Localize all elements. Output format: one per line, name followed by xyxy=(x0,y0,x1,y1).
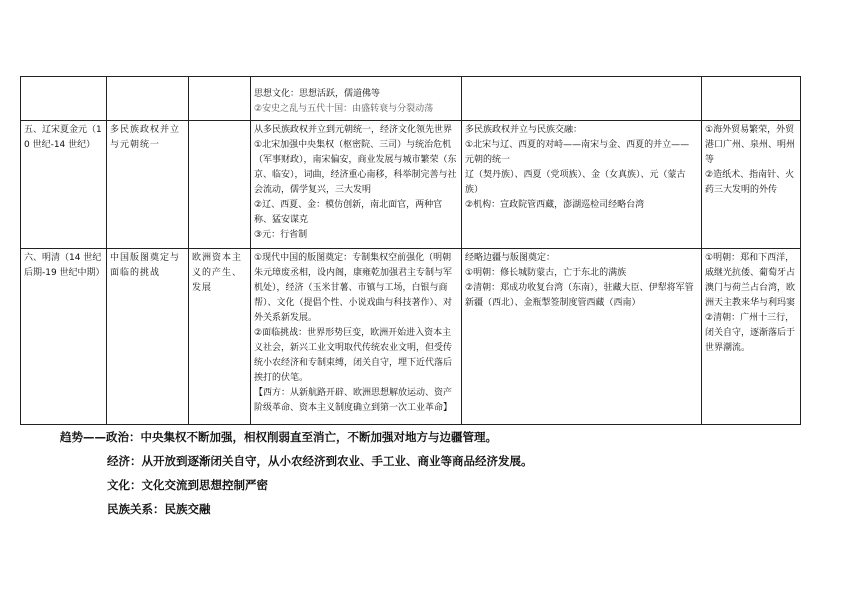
cell-foreign xyxy=(702,121,801,249)
table-row-top xyxy=(21,77,801,121)
theme-label: 多民族政权并立与元朝统一 xyxy=(110,125,181,150)
world-label: 欧洲资本主义的产生、发展 xyxy=(192,253,243,293)
text-line: ①北宋加强中央集权（枢密院、三司）与统治危机（军事财政），南宋偏安，商业发展与城市繁荣（东京、临安），词曲，经济重心南移，科举制完善与社会流动，儒学复兴，三大发明 xyxy=(254,140,457,195)
cell-world xyxy=(189,121,251,249)
table-row-liao-song xyxy=(21,121,801,249)
theme-label: 中国版图奠定与面临的挑战 xyxy=(110,253,181,278)
text-line: ②清朝：广州十三行，闭关自守，逐渐落后于世界潮流。 xyxy=(705,313,796,353)
cell-world xyxy=(189,249,251,425)
cell-theme xyxy=(107,249,189,425)
text-line: ②面临挑战：世界形势巨变，欧洲开始进入资本主义社会，新兴工业文明取代传统农业文明，但受传统小农经济和专制束缚，闭关自守，埋下近代落后挨打的伏笔。 xyxy=(254,328,453,383)
text-line: ①明朝：修长城防蒙古，亡于东北的满族 xyxy=(465,268,627,278)
table-row-ming-qing xyxy=(21,249,801,425)
history-table xyxy=(20,76,801,425)
text-line: ②辽、西夏、金：模仿创新，南北面官，两种官称、猛安谋克 xyxy=(254,200,443,225)
text-line: ①现代中国的版图奠定：专制集权空前强化（明朝朱元璋废丞相，设内阁，康雍乾加强君主专制与军机处），经济（玉米甘薯、市镇与工场，白银与商帮）、文化（提倡个性、小说戏曲与科技著作）、对外关系新发展。 xyxy=(254,253,453,323)
text-line: ②清朝：郑成功收复台湾（东南），驻藏大臣、伊犁将军管新疆（西北）、金瓶掣签制度管西藏（西南） xyxy=(465,283,694,308)
text-line: 【西方：从新航路开辟、欧洲思想解放运动、资产阶级革命、资本主义制度确立到第一次工业革命】 xyxy=(254,388,453,413)
text-line: 多民族政权并立与民族交融： xyxy=(465,125,583,135)
text-line: ②机构：宣政院管西藏，澎湖巡检司经略台湾 xyxy=(465,200,645,210)
summary-economy: 经济：从开放到逐渐闭关自守，从小农经济到农业、手工业、商业等商品经济发展。 xyxy=(107,454,533,468)
text-line: ③元：行省制 xyxy=(254,230,308,240)
text-line: 经略边疆与版图奠定： xyxy=(465,253,556,263)
era-label: 五、辽宋夏金元（10 世纪-14 世纪） xyxy=(24,125,102,150)
cell-foreign-top xyxy=(702,77,801,121)
text-line: ②造纸术、指南针、火药三大发明的外传 xyxy=(705,170,795,195)
summary-ethnic: 民族关系：民族交融 xyxy=(107,502,211,516)
text-line: ②安史之乱与五代十国：由盛转衰与分裂动荡 xyxy=(254,104,434,114)
cell-domestic xyxy=(251,249,462,425)
text-line: ①明朝：郑和下西洋，戚继光抗倭、葡萄牙占澳门与荷兰占台湾，欧洲天主教来华与利玛窦 xyxy=(705,253,796,308)
text-line: 辽（契丹族）、西夏（党项族）、金（女真族）、元（蒙古族） xyxy=(465,170,686,195)
cell-era xyxy=(21,121,107,249)
cell-world-top xyxy=(189,77,251,121)
text-line: 从多民族政权并立到元朝统一，经济文化领先世界 xyxy=(254,125,453,135)
text-line: ①海外贸易繁荣，外贸港口广州、泉州、明州等 xyxy=(705,125,796,165)
cell-era-top xyxy=(21,77,107,121)
text-line: 思想文化：思想活跃，儒道佛等 xyxy=(254,89,381,99)
cell-theme xyxy=(107,121,189,249)
cell-theme-top xyxy=(107,77,189,121)
cell-domestic xyxy=(251,121,462,249)
summary-culture: 文化：文化交流到思想控制严密 xyxy=(107,478,268,492)
cell-frontier xyxy=(462,249,702,425)
summary-politics: 趋势——政治：中央集权不断加强，相权削弱直至消亡，不断加强对地方与边疆管理。 xyxy=(60,430,497,444)
cell-foreign xyxy=(702,249,801,425)
cell-era xyxy=(21,249,107,425)
cell-frontier xyxy=(462,121,702,249)
cell-frontier-top xyxy=(462,77,702,121)
cell-domestic-top xyxy=(251,77,462,121)
era-label: 六、明清（14 世纪后期-19 世纪中期） xyxy=(24,253,105,278)
text-line: ①北宋与辽、西夏的对峙——南宋与金、西夏的并立——元朝的统一 xyxy=(465,140,690,165)
